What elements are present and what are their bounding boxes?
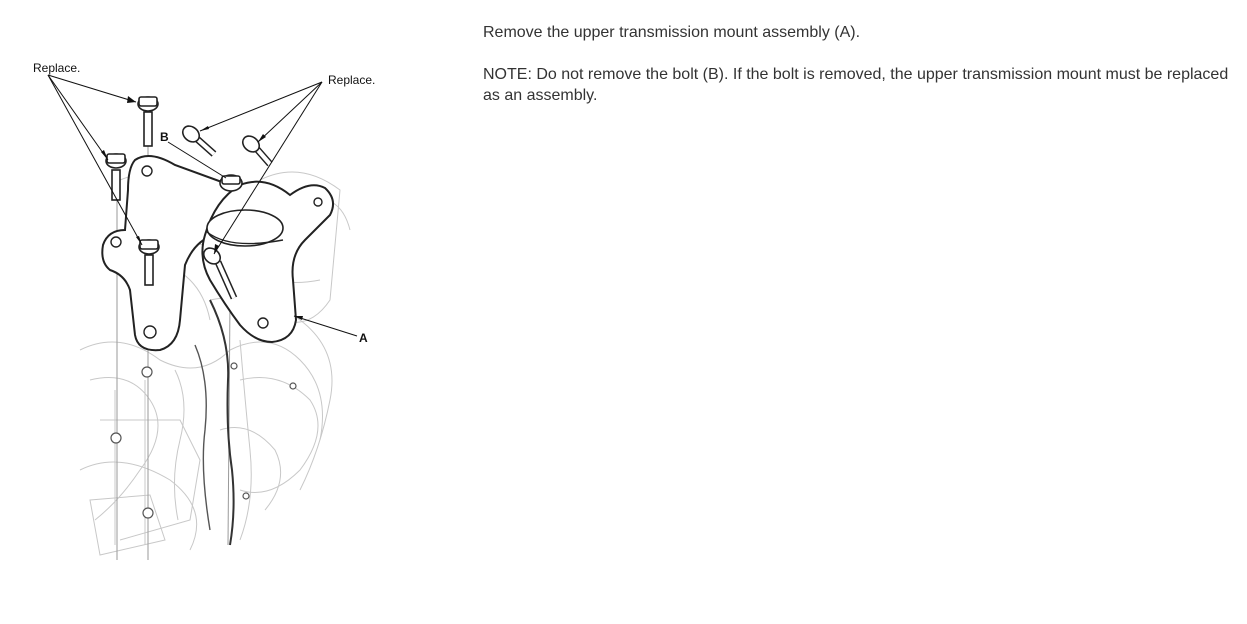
instruction-text — [483, 22, 1238, 127]
bolt-top-center — [138, 97, 158, 146]
diagram-drawing — [0, 0, 440, 600]
bolt-b — [220, 175, 242, 191]
structure-edge-2 — [195, 345, 210, 530]
transmission-mount-diagram — [0, 0, 440, 600]
bracket-hole — [142, 166, 152, 176]
note-text: NOTE: Do not remove the bolt (B). If the bolt is removed, the upper transmission mount must be replaced as an assembly. — [483, 66, 1229, 104]
replace-label-left: Replace. — [33, 61, 81, 75]
bolt-left-upper — [106, 154, 126, 200]
mount-dome — [207, 210, 283, 246]
step-text: Remove the upper transmission mount assembly (A). — [483, 24, 861, 41]
mount-hole — [314, 198, 322, 206]
bolt-diagonal-right — [240, 133, 270, 164]
bracket-hole — [144, 326, 156, 338]
mount-a-label: A — [359, 331, 368, 345]
bolt-b-label: B — [160, 130, 169, 144]
replace-label-right: Replace. — [328, 73, 376, 87]
upper-transmission-mount — [202, 182, 333, 342]
bracket-hole — [111, 237, 121, 247]
mount-hole — [258, 318, 268, 328]
